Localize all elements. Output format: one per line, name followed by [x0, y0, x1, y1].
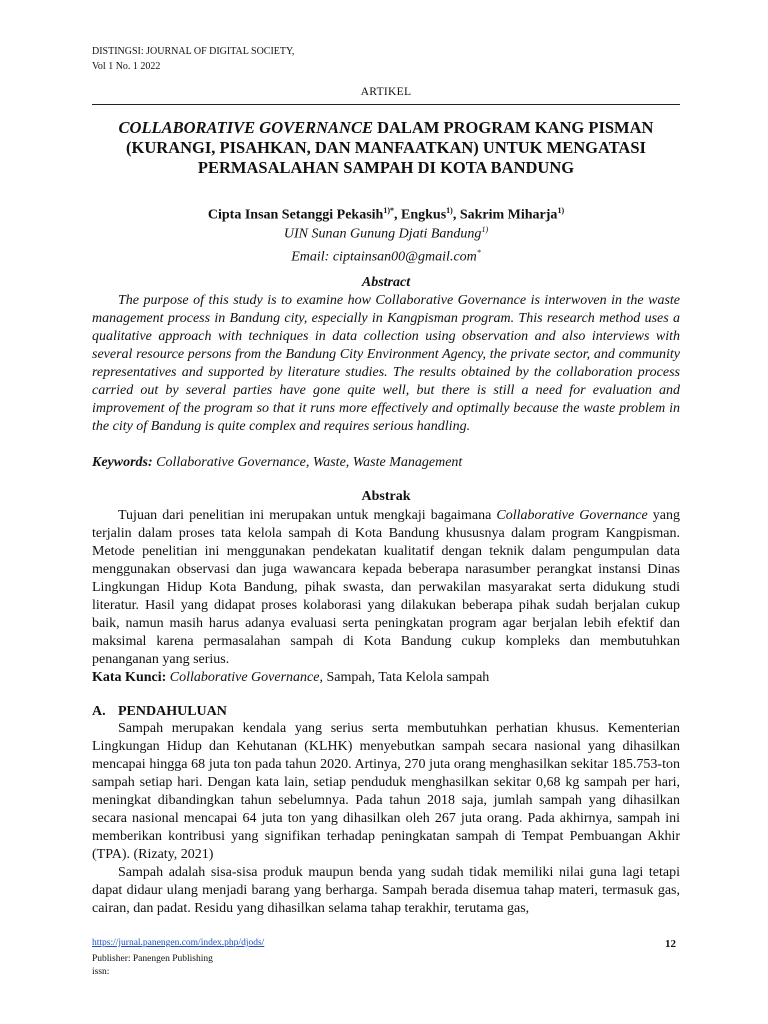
- header-rule: [92, 104, 680, 105]
- title-line3: PERMASALAHAN SAMPAH DI KOTA BANDUNG: [197, 158, 575, 177]
- affiliation-block: [92, 221, 680, 266]
- abstrak-text-italic: Collaborative Governance: [496, 508, 648, 523]
- page-number: 12: [665, 938, 676, 950]
- abstrak-heading: Abstrak: [361, 489, 411, 504]
- author-1: Cipta Insan Setanggi Pekasih: [207, 207, 384, 223]
- keywords-line: [92, 454, 680, 472]
- issn-label: issn:: [92, 967, 110, 977]
- author-3: , Sakrim Miharja: [452, 207, 558, 223]
- body-paragraph-1: Sampah merupakan kendala yang serius serta membutuhkan perhatian khusus. Kementerian Lingkungan Hidup dan Kehutanan (KLHK) menyebutkan sampah secara nasional yang dihasilkan mencapai hingga 68 juta ton pada tahun 2020. Artinya, 270 juta orang menghasilkan sekitar 185.753-ton sampah setiap hari. Dengan kata lain, setiap penduduk menghasilkan sekitar 0,68 kg sampah per hari, meningkat dibandingkan tahun sebelumnya. Pada tahun 2018 saja, jumlah sampah yang dihasilkan secara nasional mencapai 64 juta ton yang dihasilkan oleh 267 juta orang. Pada akhirnya, sampah ini memberikan kontribusi yang signifikan terhadap peningkatan sampah di Tempat Pembuangan Akhir (TPA). (Rizaty, 2021): [92, 721, 680, 862]
- author-3-mark: 1): [557, 206, 565, 215]
- title-italic-part: COLLABORATIVE GOVERNANCE: [118, 118, 373, 137]
- paper-title: [92, 118, 680, 178]
- author-2-mark: 1): [446, 206, 453, 215]
- author-2: , Engkus: [394, 207, 447, 223]
- section-number: A.: [92, 704, 106, 719]
- abstrak-text-rest: yang terjalin dalam proses tata kelola sampah di Kota Bandung khususnya dalam program Kangpisman. Metode penelitian ini menggunakan pendekatan kualitatif dengan teknik dalam pengumpulan data menggunakan observasi dan juga wawancara kepada beberapa narasumber perangkat instansi Dinas Lingkungan Hidup Kota Bandung, pihak swasta, dan perwakilan masyarakat serta didukung studi literatur. Hasil yang didapat proses kolaborasi yang dilakukan beberapa pihak sudah berjalan cukup baik, namun masih harus adanya evaluasi serta peningkatan program agar berjalan lebih efektif dan maksimal karena permasalahan sampah di Kota Bandung cukup kompleks dan membutuhkan penanganan yang serius.: [92, 508, 681, 667]
- title-line2: (KURANGI, PISAHKAN, DAN MANFAATKAN) UNTUK MENGATASI: [126, 138, 646, 157]
- abstract-heading: Abstract: [361, 275, 411, 290]
- journal-name: DISTINGSI: JOURNAL OF DIGITAL SOCIETY,: [92, 46, 295, 57]
- journal-url-link[interactable]: https://jurnal.panengen.com/index.php/djods/: [92, 938, 265, 948]
- affiliation-mark: 1): [481, 225, 489, 234]
- keywords-value: Collaborative Governance, Waste, Waste Management: [152, 455, 463, 470]
- running-header: [92, 44, 294, 74]
- section-title: PENDAHULUAN: [118, 704, 227, 719]
- publisher-info: [92, 953, 213, 979]
- section-heading: [92, 704, 227, 720]
- kata-kunci-rest: Sampah, Tata Kelola sampah: [322, 670, 490, 685]
- keywords-label: Keywords:: [92, 455, 153, 470]
- publisher-name: Publisher: Panengen Publishing: [92, 954, 213, 964]
- body-paragraph-2: Sampah adalah sisa-sisa produk maupun benda yang sudah tidak memiliki nilai guna lagi tetapi dapat didaur ulang menjadi barang yang berharga. Sampah berada disemua tahap materi, termasuk gas, cairan, dan padat. Residu yang dihasilkan selama tahap terakhir, terutama gas,: [92, 865, 680, 916]
- author-1-mark: 1)*: [383, 206, 394, 215]
- journal-volume: Vol 1 No. 1 2022: [92, 61, 161, 72]
- abstrak-text-start: Tujuan dari penelitian ini merupakan untuk mengkaji bagaimana: [118, 508, 497, 523]
- author-email: Email: ciptainsan00@gmail.com: [291, 249, 477, 265]
- abstract-text: The purpose of this study is to examine how Collaborative Governance is interwoven in the waste management process in Bandung city, especially in Kangpisman program. This research method uses a qualitative approach with techniques in data collection using observation and also interviews with several resource persons from the Bandung City Environment Agency, the private sector, and community representatives and supported by literature studies. The results obtained by the collaboration process carried out by several parties have gone quite well, but there is still a need for evaluation and improvement of the program so that it runs more effectively and optimally because the waste problem in the city of Bandung is quite complex and requires serious handling.: [92, 293, 680, 434]
- kata-kunci-italic: Collaborative Governance,: [166, 670, 323, 685]
- abstrak-text: [92, 507, 680, 669]
- article-type-label: ARTIKEL: [360, 86, 412, 98]
- title-line1-rest: DALAM PROGRAM KANG PISMAN: [372, 118, 654, 137]
- affiliation: UIN Sunan Gunung Djati Bandung: [283, 226, 482, 242]
- kata-kunci-label: Kata Kunci:: [92, 670, 167, 685]
- email-mark: *: [476, 247, 481, 257]
- kata-kunci-line: [92, 669, 680, 687]
